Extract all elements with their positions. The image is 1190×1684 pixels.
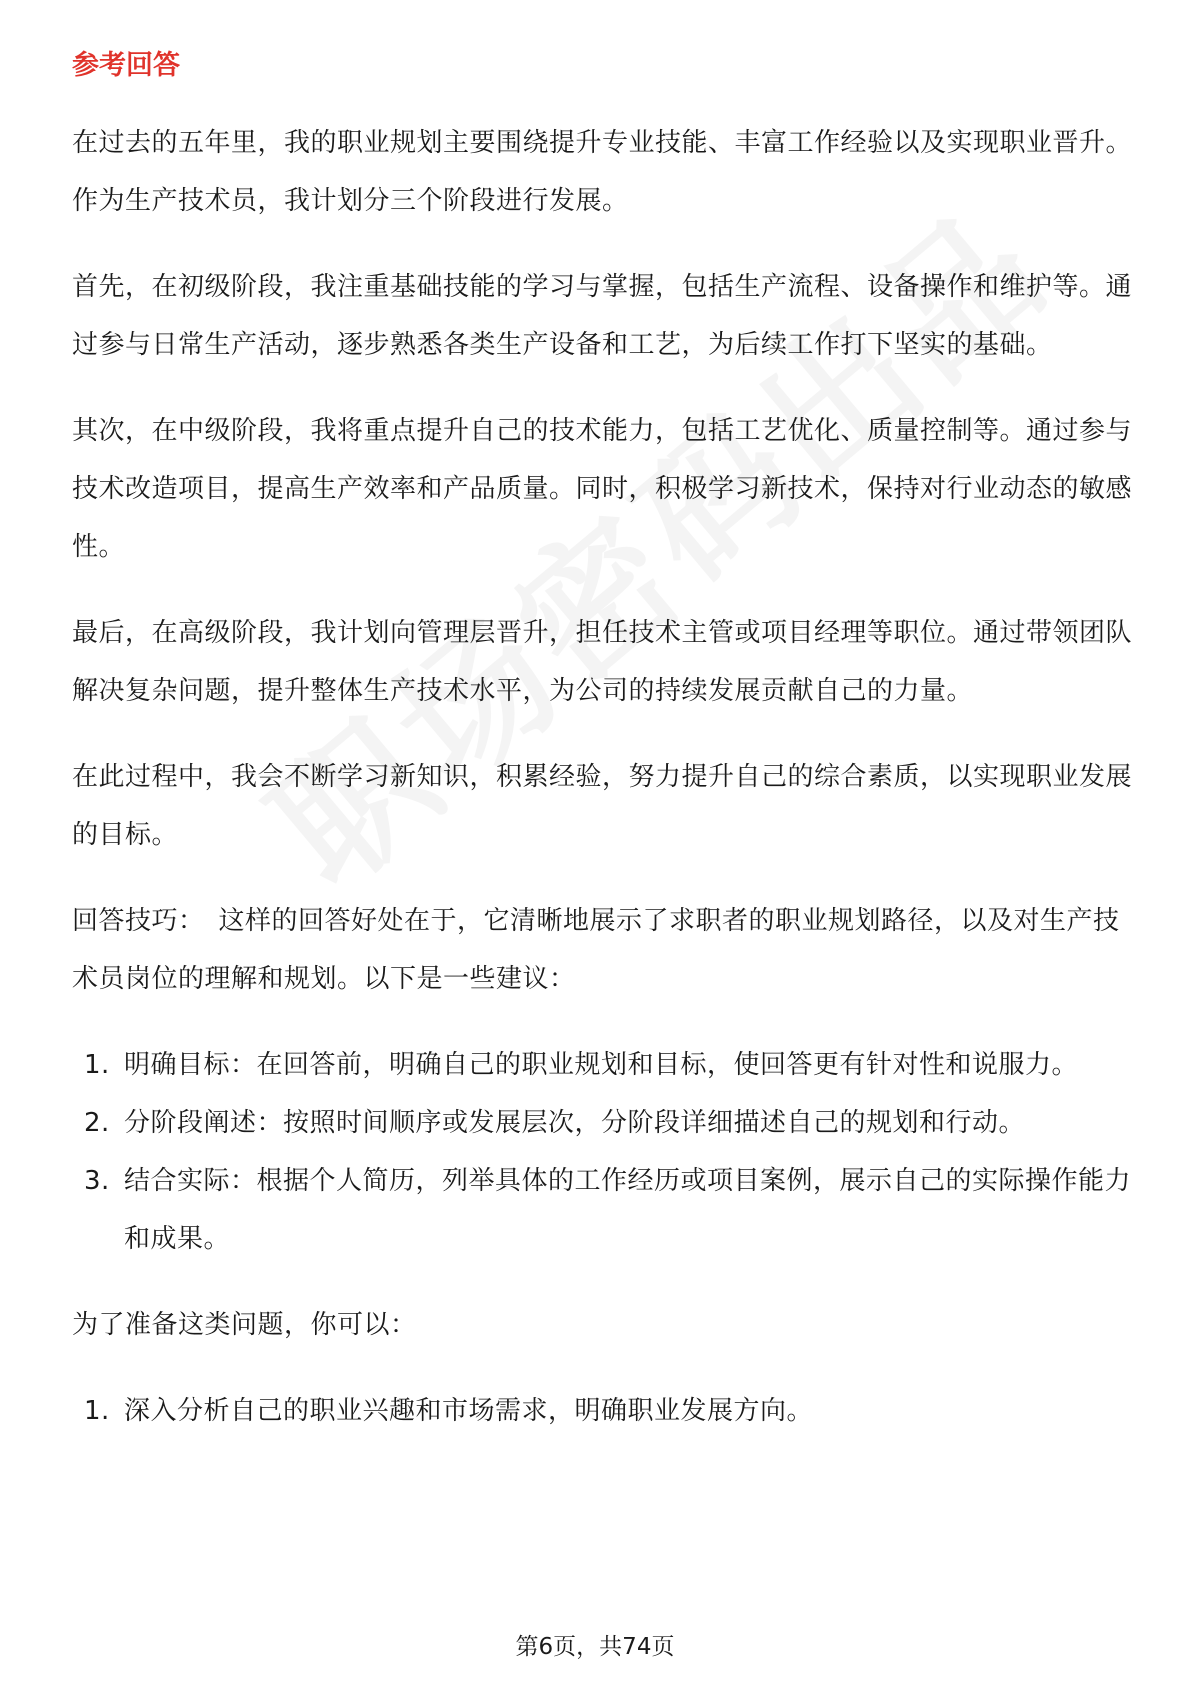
paragraph-stage-1: 首先，在初级阶段，我注重基础技能的学习与掌握，包括生产流程、设备操作和维护等。通过参与日常生产活动，逐步熟悉各类生产设备和工艺，为后续工作打下坚实的基础。	[72, 272, 1133, 360]
list-text: 结合实际：根据个人简历，列举具体的工作经历或项目案例，展示自己的实际操作能力和成果。	[124, 1166, 1132, 1254]
page-footer: 第6页，共74页	[515, 1634, 675, 1660]
list-text: 明确目标：在回答前，明确自己的职业规划和目标，使回答更有针对性和说服力。	[124, 1050, 1079, 1080]
list-text: 深入分析自己的职业兴趣和市场需求，明确职业发展方向。	[124, 1396, 814, 1426]
list-item	[72, 1382, 1132, 1440]
list-item	[72, 1036, 1132, 1094]
list-number: 2.	[84, 1108, 110, 1138]
list-number: 1.	[84, 1396, 110, 1426]
tips-paragraph	[72, 892, 1132, 1008]
tips-label: 回答技巧：	[72, 906, 205, 936]
prepare-list	[72, 1382, 1132, 1440]
document-page	[72, 46, 1132, 1468]
list-item	[72, 1152, 1132, 1268]
paragraph-stage-3: 最后，在高级阶段，我计划向管理层晋升，担任技术主管或项目经理等职位。通过带领团队解决复杂问题，提升整体生产技术水平，为公司的持续发展贡献自己的力量。	[72, 618, 1133, 706]
prepare-intro: 为了准备这类问题，你可以：	[72, 1310, 417, 1340]
list-number: 1.	[84, 1050, 110, 1080]
paragraph-intro: 在过去的五年里，我的职业规划主要围绕提升专业技能、丰富工作经验以及实现职业晋升。作为生产技术员，我计划分三个阶段进行发展。	[72, 128, 1133, 216]
paragraph-conclusion: 在此过程中，我会不断学习新知识，积累经验，努力提升自己的综合素质，以实现职业发展的目标。	[72, 762, 1133, 850]
list-number: 3.	[84, 1166, 110, 1196]
tips-text: 这样的回答好处在于，它清晰地展示了求职者的职业规划路径，以及对生产技术员岗位的理解和规划。以下是一些建议：	[72, 906, 1120, 994]
paragraph-stage-2: 其次，在中级阶段，我将重点提升自己的技术能力，包括工艺优化、质量控制等。通过参与技术改造项目，提高生产效率和产品质量。同时，积极学习新技术，保持对行业动态的敏感性。	[72, 416, 1133, 562]
list-text: 分阶段阐述：按照时间顺序或发展层次，分阶段详细描述自己的规划和行动。	[124, 1108, 1026, 1138]
section-title: 参考回答	[72, 50, 180, 81]
tips-list	[72, 1036, 1132, 1268]
list-item	[72, 1094, 1132, 1152]
